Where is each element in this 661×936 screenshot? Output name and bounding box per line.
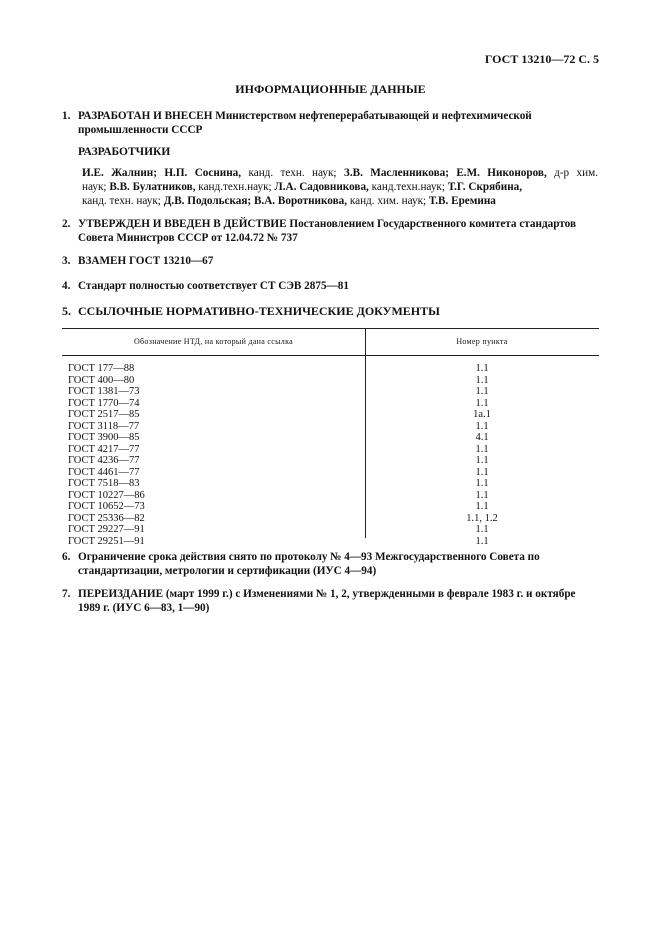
developer-names: З.В. Масленникова; Е.М. Никоноров, bbox=[343, 167, 547, 179]
developer-degree: канд. техн. наук; bbox=[82, 195, 164, 207]
row-point: 1.1 bbox=[475, 535, 489, 547]
table-row bbox=[62, 455, 599, 467]
item-number: 4. bbox=[62, 280, 71, 292]
reference-table bbox=[62, 328, 599, 547]
row-point: 1.1 bbox=[475, 478, 489, 489]
table-header bbox=[62, 329, 599, 356]
item-text: Стандарт полностью соответствует СТ СЭВ 2875—81 bbox=[78, 280, 349, 292]
item-3 bbox=[62, 255, 598, 269]
developers-line-2 bbox=[82, 181, 598, 195]
row-point: 1.1 bbox=[475, 363, 489, 374]
table-row bbox=[62, 363, 599, 375]
column-header-document: Обозначение НТД, на который дана ссылка bbox=[133, 337, 294, 346]
row-point: 1.1 bbox=[475, 397, 489, 409]
column-header-point: Номер пункта bbox=[456, 337, 508, 346]
item-2 bbox=[62, 218, 598, 245]
row-point: 1.1 bbox=[475, 501, 489, 512]
row-point: 1а.1 bbox=[473, 409, 491, 420]
item-number: 1. bbox=[62, 110, 71, 122]
developer-names: Т.Г. Скрябина, bbox=[447, 181, 523, 193]
item-5 bbox=[62, 305, 598, 319]
developer-degree: канд.техн.наук; bbox=[368, 181, 448, 193]
item-7 bbox=[62, 588, 598, 615]
row-point: 1.1 bbox=[475, 524, 489, 535]
item-text: ПЕРЕИЗДАНИЕ (март 1999 г.) с Изменениями № 1, 2, утвержденными в феврале 1983 г. и октябре 1989 г. (ИУС 6—83, 1—90) bbox=[78, 588, 576, 614]
row-point: 4.1 bbox=[475, 432, 489, 443]
developer-names: Д.В. Подольская; В.А. Воротникова, bbox=[163, 195, 348, 207]
table-row bbox=[62, 467, 599, 479]
row-document: ГОСТ 10652—73 bbox=[68, 501, 145, 512]
row-point: 1.1 bbox=[475, 443, 489, 455]
row-document: ГОСТ 3118—77 bbox=[68, 420, 140, 432]
row-document: ГОСТ 400—80 bbox=[68, 374, 135, 386]
table-row bbox=[62, 386, 599, 398]
row-document: ГОСТ 4461—77 bbox=[68, 466, 140, 478]
table-row bbox=[62, 375, 599, 387]
table-row bbox=[62, 444, 599, 456]
row-point: 1.1 bbox=[475, 420, 489, 432]
developers-line-3 bbox=[82, 195, 598, 209]
item-number: 2. bbox=[62, 218, 71, 230]
developer-degree: канд.техн.наук; bbox=[195, 181, 275, 193]
table-row bbox=[62, 524, 599, 536]
row-point: 1.1 bbox=[475, 386, 489, 397]
row-document: ГОСТ 177—88 bbox=[68, 363, 135, 374]
row-document: ГОСТ 29227—91 bbox=[68, 524, 145, 535]
table-row bbox=[62, 398, 599, 410]
item-text: УТВЕРЖДЕН И ВВЕДЕН В ДЕЙСТВИЕ Постановлением Государственного комитета стандартов Совета Министров СССР от 12.04.72 № 737 bbox=[78, 218, 576, 244]
developer-degree: наук; bbox=[82, 181, 110, 193]
row-point: 1.1, 1.2 bbox=[466, 512, 498, 524]
document-number: ГОСТ 13210—72 С. 5 bbox=[484, 52, 599, 66]
developers-line-1 bbox=[82, 167, 598, 181]
row-document: ГОСТ 25336—82 bbox=[68, 512, 145, 524]
table-row bbox=[62, 421, 599, 433]
item-1 bbox=[62, 110, 598, 137]
row-document: ГОСТ 1381—73 bbox=[68, 386, 140, 397]
table-row bbox=[62, 501, 599, 513]
item-text: ВЗАМЕН ГОСТ 13210—67 bbox=[78, 255, 214, 267]
developer-names: В.В. Булатников, bbox=[109, 181, 196, 193]
item-number: 7. bbox=[62, 588, 71, 600]
developer-names: Л.А. Садовникова, bbox=[274, 181, 369, 193]
row-document: ГОСТ 4236—77 bbox=[68, 455, 140, 466]
table-row bbox=[62, 432, 599, 444]
item-text: РАЗРАБОТАН И ВНЕСЕН Министерством нефтеперерабатывающей и нефтехимической промышленности СССР bbox=[78, 110, 532, 136]
row-point: 1.1 bbox=[475, 466, 489, 478]
item-text: Ограничение срока действия снято по протоколу № 4—93 Межгосударственного Совета по стандартизации, метрологии и сертификации (ИУС 4—94) bbox=[78, 551, 540, 577]
row-point: 1.1 bbox=[475, 489, 489, 501]
section-title: ИНФОРМАЦИОННЫЕ ДАННЫЕ bbox=[235, 82, 426, 96]
row-document: ГОСТ 29251—91 bbox=[68, 535, 145, 547]
developer-degree: канд. хим. наук; bbox=[347, 195, 429, 207]
table-row bbox=[62, 478, 599, 490]
item-number: 5. bbox=[62, 304, 71, 318]
row-point: 1.1 bbox=[475, 374, 489, 386]
item-number: 6. bbox=[62, 551, 71, 563]
developer-degree: д-р хим. bbox=[546, 167, 598, 179]
table-body bbox=[62, 363, 599, 547]
table-row bbox=[62, 513, 599, 525]
row-document: ГОСТ 7518—83 bbox=[68, 478, 140, 489]
row-document: ГОСТ 2517—85 bbox=[68, 409, 140, 420]
row-point: 1.1 bbox=[475, 455, 489, 466]
item-number: 3. bbox=[62, 255, 71, 267]
table-row bbox=[62, 536, 599, 548]
developers-title: РАЗРАБОТЧИКИ bbox=[78, 146, 171, 158]
table-row bbox=[62, 490, 599, 502]
developer-names: Т.В. Еремина bbox=[428, 195, 496, 207]
item-text: ССЫЛОЧНЫЕ НОРМАТИВНО-ТЕХНИЧЕСКИЕ ДОКУМЕНТЫ bbox=[78, 304, 440, 318]
developer-degree: канд. техн. наук; bbox=[241, 167, 344, 179]
table-row bbox=[62, 409, 599, 421]
item-6 bbox=[62, 551, 598, 578]
row-document: ГОСТ 1770—74 bbox=[68, 397, 140, 409]
row-document: ГОСТ 3900—85 bbox=[68, 432, 140, 443]
row-document: ГОСТ 4217—77 bbox=[68, 443, 140, 455]
developer-names: И.Е. Жалнин; Н.П. Соснина, bbox=[82, 167, 242, 179]
item-4 bbox=[62, 280, 598, 294]
row-document: ГОСТ 10227—86 bbox=[68, 489, 145, 501]
